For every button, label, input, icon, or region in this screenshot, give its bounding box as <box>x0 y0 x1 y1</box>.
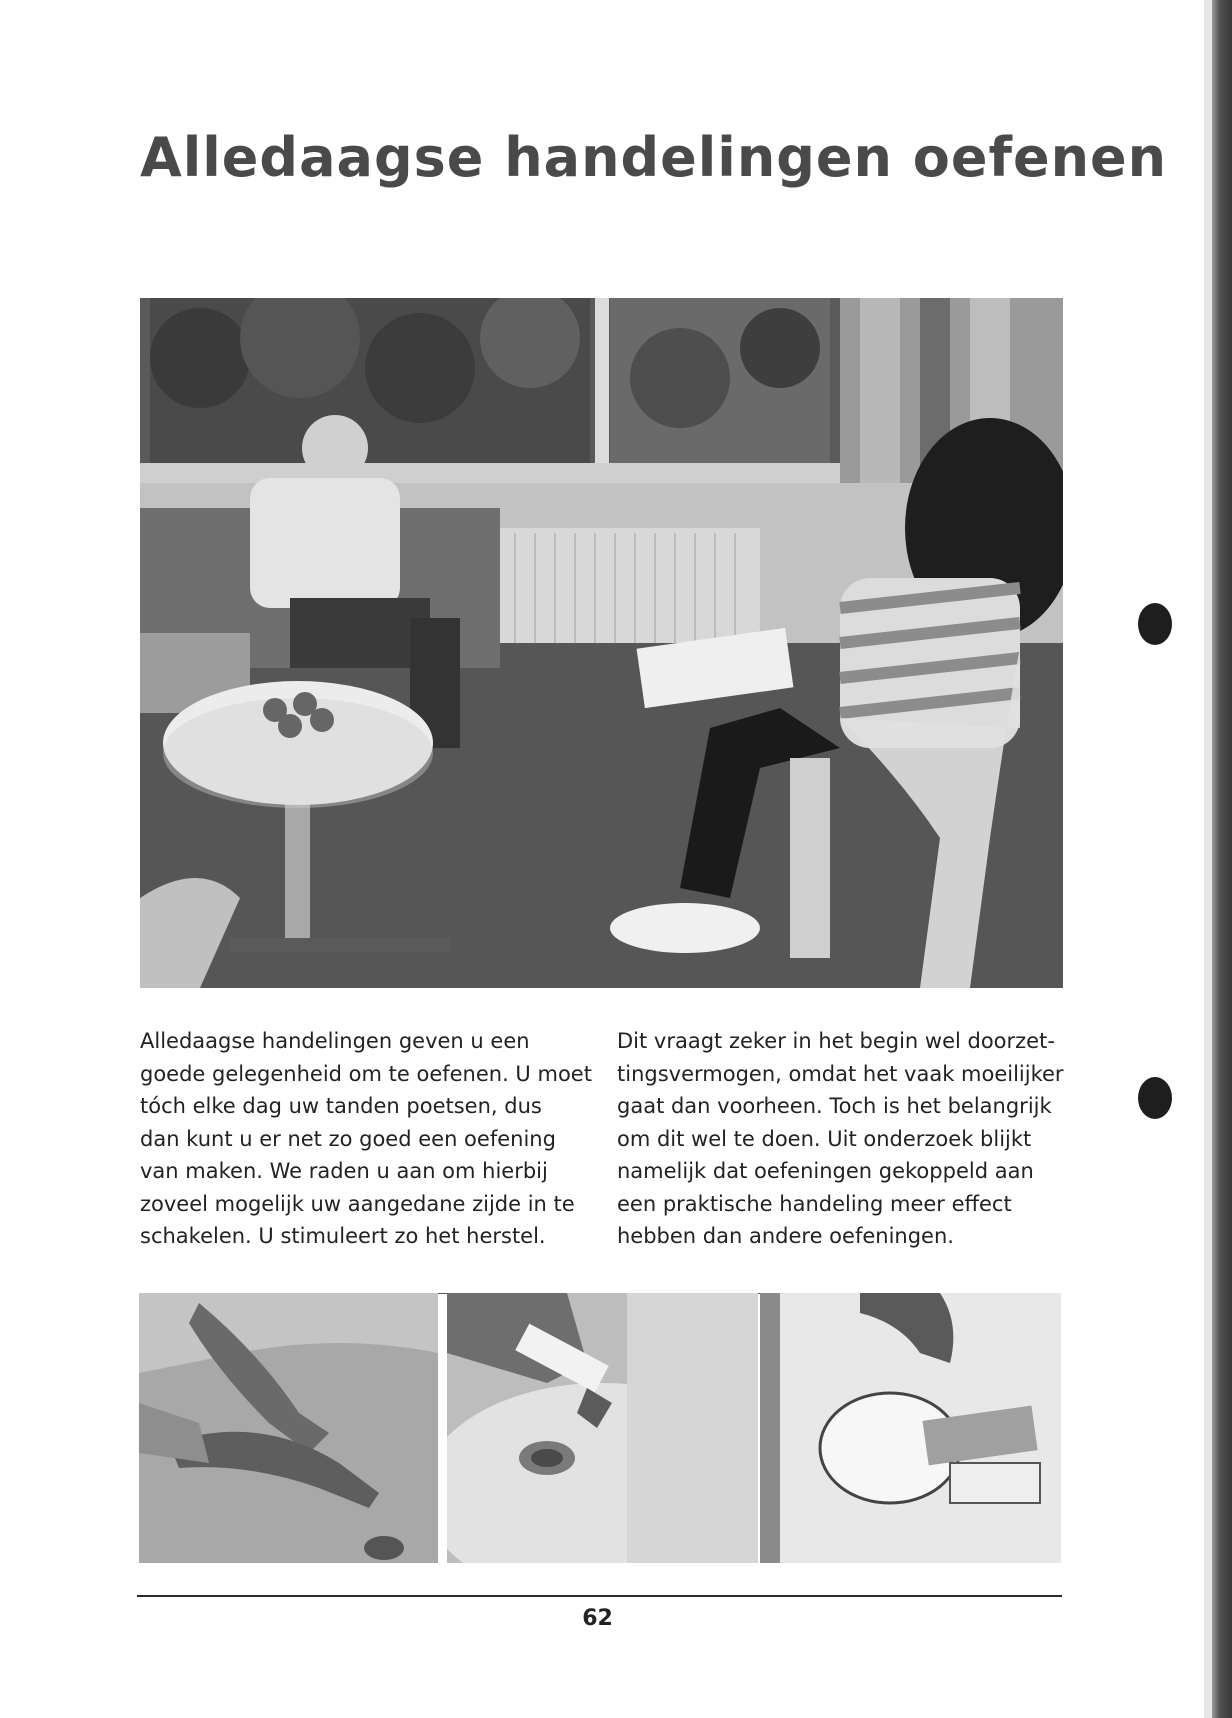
strip-photo-hand-washing <box>139 1293 438 1563</box>
photo-toothpaste-sink-icon <box>447 1293 758 1563</box>
strip-photo-toothpaste-sink <box>447 1293 758 1563</box>
page-number: 62 <box>582 1606 613 1631</box>
photo-hand-washing-icon <box>139 1293 438 1563</box>
photo-two-people-conversation-icon <box>140 298 1063 988</box>
page-edge-highlight <box>1204 0 1212 1718</box>
body-paragraph-right: Dit vraagt zeker in het begin wel doorzet- tingsvermogen, omdat het vaak moeilijker gaat dan voorheen. Toch is het belangrijk om dit wel te doen. Uit onderzoek blijkt namelijk dat oefeningen gekoppeld aan een praktische handeling meer effect hebben dan andere oefeningen. <box>617 1029 1064 1248</box>
binder-hole-bottom <box>1138 1077 1172 1119</box>
strip-photo-hand-mirror <box>760 1293 1061 1563</box>
binder-hole-top <box>1138 603 1172 645</box>
body-paragraph-left: Alledaagse handelingen geven u een goede gelegenheid om te oefenen. U moet tóch elke dag uw tanden poetsen, dus dan kunt u er net zo goed een oefening van maken. We raden u aan om hierbij zoveel mogelijk uw aangedane zijde in te schakelen. U stimuleert zo het herstel. <box>140 1029 592 1248</box>
photo-hand-with-mirror-icon <box>760 1293 1061 1563</box>
footer-rule <box>137 1595 1062 1597</box>
page-title: Alledaagse handelingen oefenen <box>140 126 1168 189</box>
page-edge-shadow <box>1212 0 1232 1718</box>
main-photo <box>140 298 1063 988</box>
